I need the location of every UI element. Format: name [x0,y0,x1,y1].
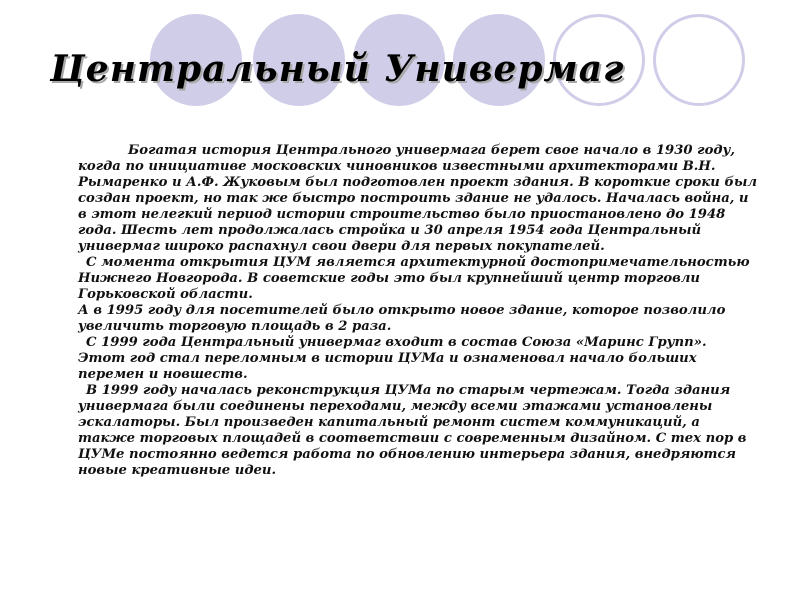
slide-title: Центральный Универмаг [50,48,625,90]
history-paragraph-2: С момента открытия ЦУМ является архитектурной достопримечательностью Нижнего Новгорода. В советские годы это был крупнейший центр торговли Горьковской области. [78,255,750,302]
decorative-circle-6 [653,14,745,106]
slide-body [78,143,758,479]
history-paragraph-5: В 1999 году началась реконструкция ЦУМа по старым чертежам. Тогда здания универмага были соединены переходами, между всеми этажами установлены эскалаторы. Был произведен капитальный ремонт систем коммуникаций, а также торговых площадей в соответствии с современным дизайном. С тех пор в ЦУМе постоянно ведется работа по обновлению интерьера здания, внедряются новые креативные идеи. [78,383,747,478]
history-paragraph-4: С 1999 года Центральный универмаг входит в состав Союза «Маринс Групп». Этот год стал переломным в истории ЦУМа и ознаменовал начало больших перемен и новшеств. [78,335,707,382]
history-paragraph-1: Богатая история Центрального универмага берет свое начало в 1930 году, когда по инициативе московских чиновников известными архитекторами В.Н. Рымаренко и А.Ф. Жуковым был подготовлен проект здания. В короткие сроки был создан проект, но так же быстро построить здание не удалось. Началась война, и в этот нелегкий период истории строительство было приостановлено до 1948 года. Шесть лет продолжалась стройка и 30 апреля 1954 года Центральный универмаг широко распахнул свои двери для первых покупателей. [78,143,758,254]
history-paragraph-3: А в 1995 году для посетителей было открыто новое здание, которое позволило увеличить торговую площадь в 2 раза. [78,303,726,334]
